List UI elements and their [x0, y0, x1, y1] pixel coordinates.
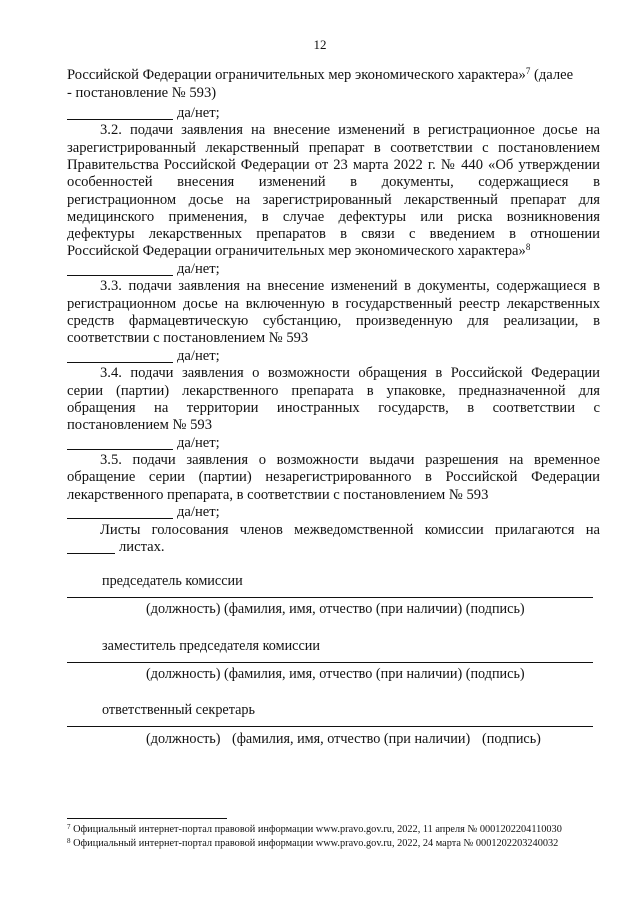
- fill-in-blank[interactable]: [67, 261, 173, 276]
- text-line: обращение серии (партии) незарегистрированного в Российской Федерации: [67, 469, 600, 485]
- text-line: средств фармацевтическую субстанцию, произведенную для реализации, в: [67, 313, 600, 329]
- text-line: 3.5. подачи заявления о возможности выдачи разрешения на временное: [100, 452, 600, 468]
- text-fragment: Российской Федерации ограничительных мер экономического характера»: [67, 243, 526, 259]
- signature-line[interactable]: [67, 597, 593, 598]
- answer-line: [67, 347, 600, 365]
- answer-line: [67, 260, 600, 278]
- fill-in-blank[interactable]: [67, 539, 115, 554]
- footnote-divider: [67, 818, 227, 819]
- footnote-mark: 7: [67, 823, 71, 831]
- signature-role-deputy: заместитель председателя комиссии: [102, 638, 320, 654]
- text-line: 3.4. подачи заявления о возможности обращения в Российской Федерации: [100, 365, 600, 381]
- yes-no-label: да/нет;: [177, 504, 220, 520]
- text-line: Листы голосования членов межведомственной комиссии прилагаются на: [100, 522, 600, 538]
- signature-line[interactable]: [67, 726, 593, 727]
- yes-no-label: да/нет;: [177, 105, 220, 121]
- yes-no-label: да/нет;: [177, 261, 220, 277]
- signature-caption: (должность) (фамилия, имя, отчество (при наличии) (подпись): [146, 666, 525, 682]
- text-fragment: Российской Федерации ограничительных мер экономического характера»: [67, 67, 526, 83]
- text-fragment: листах.: [119, 539, 165, 555]
- answer-line: [67, 434, 600, 452]
- text-line: [67, 66, 600, 84]
- fill-in-blank[interactable]: [67, 348, 173, 363]
- fill-in-blank[interactable]: [67, 105, 173, 120]
- fill-in-blank[interactable]: [67, 504, 173, 519]
- text-line: медицинского применения, в случае дефектуры или риска возникновения: [67, 209, 600, 225]
- footnote-text: Официальный интернет-портал правовой информации www.pravo.gov.ru, 2022, 24 марта № 0001202203240032: [73, 838, 559, 849]
- text-line: регистрационном досье на зарегистрированный лекарственный препарат для: [67, 192, 600, 208]
- footnote-ref: 7: [525, 66, 531, 76]
- text-line: 3.3. подачи заявления на внесение изменений в документы, содержащиеся в: [100, 278, 600, 294]
- page-number: 12: [313, 37, 327, 52]
- text-line: 3.2. подачи заявления на внесение изменений в регистрационное досье на: [100, 122, 600, 138]
- text-line: особенностей внесения изменений в документы, содержащиеся в: [67, 174, 600, 190]
- text-line: серии (партии) лекарственного препарата в упаковке, предназначенной для: [67, 383, 600, 399]
- text-line: обращения на территории иностранных государств, в соответствии с: [67, 400, 600, 416]
- text-fragment: (далее: [530, 67, 574, 83]
- signature-caption-sign: (подпись): [482, 731, 541, 747]
- text-line: зарегистрированный лекарственный препарат в соответствии с постановлением: [67, 140, 600, 156]
- signature-line[interactable]: [67, 662, 593, 663]
- signature-caption: (должность) (фамилия, имя, отчество (при наличии) (подпись): [146, 601, 525, 617]
- text-line: - постановление № 593): [67, 85, 217, 101]
- text-line: дефектуры лекарственных препаратов в связи с введением в отношении: [67, 226, 600, 242]
- text-line: регистрационном досье на включенную в государственный реестр лекарственных: [67, 296, 600, 312]
- answer-line: [67, 538, 600, 556]
- text-line: [67, 242, 600, 260]
- footnote-8: [67, 838, 558, 850]
- answer-line: [67, 104, 600, 122]
- fill-in-blank[interactable]: [67, 435, 173, 450]
- footnote-text: Официальный интернет-портал правовой информации www.pravo.gov.ru, 2022, 11 апреля № 0001202204110030: [73, 824, 562, 835]
- footnote-mark: 8: [67, 837, 71, 845]
- answer-line: [67, 503, 600, 521]
- text-line: соответствии с постановлением № 593: [67, 330, 309, 346]
- text-line: Правительства Российской Федерации от 23 марта 2022 г. № 440 «Об утверждении: [67, 157, 600, 173]
- text-line: постановлением № 593: [67, 417, 212, 433]
- signature-role-chair: председатель комиссии: [102, 573, 243, 589]
- signature-caption-name: (фамилия, имя, отчество (при наличии): [232, 731, 471, 747]
- yes-no-label: да/нет;: [177, 348, 220, 364]
- footnote-7: [67, 824, 562, 836]
- signature-role-secretary: ответственный секретарь: [102, 702, 255, 718]
- yes-no-label: да/нет;: [177, 435, 220, 451]
- text-line: лекарственного препарата, в соответствии с постановлением № 593: [67, 487, 489, 503]
- footnote-ref: 8: [525, 242, 531, 252]
- signature-caption-position: (должность): [146, 731, 221, 747]
